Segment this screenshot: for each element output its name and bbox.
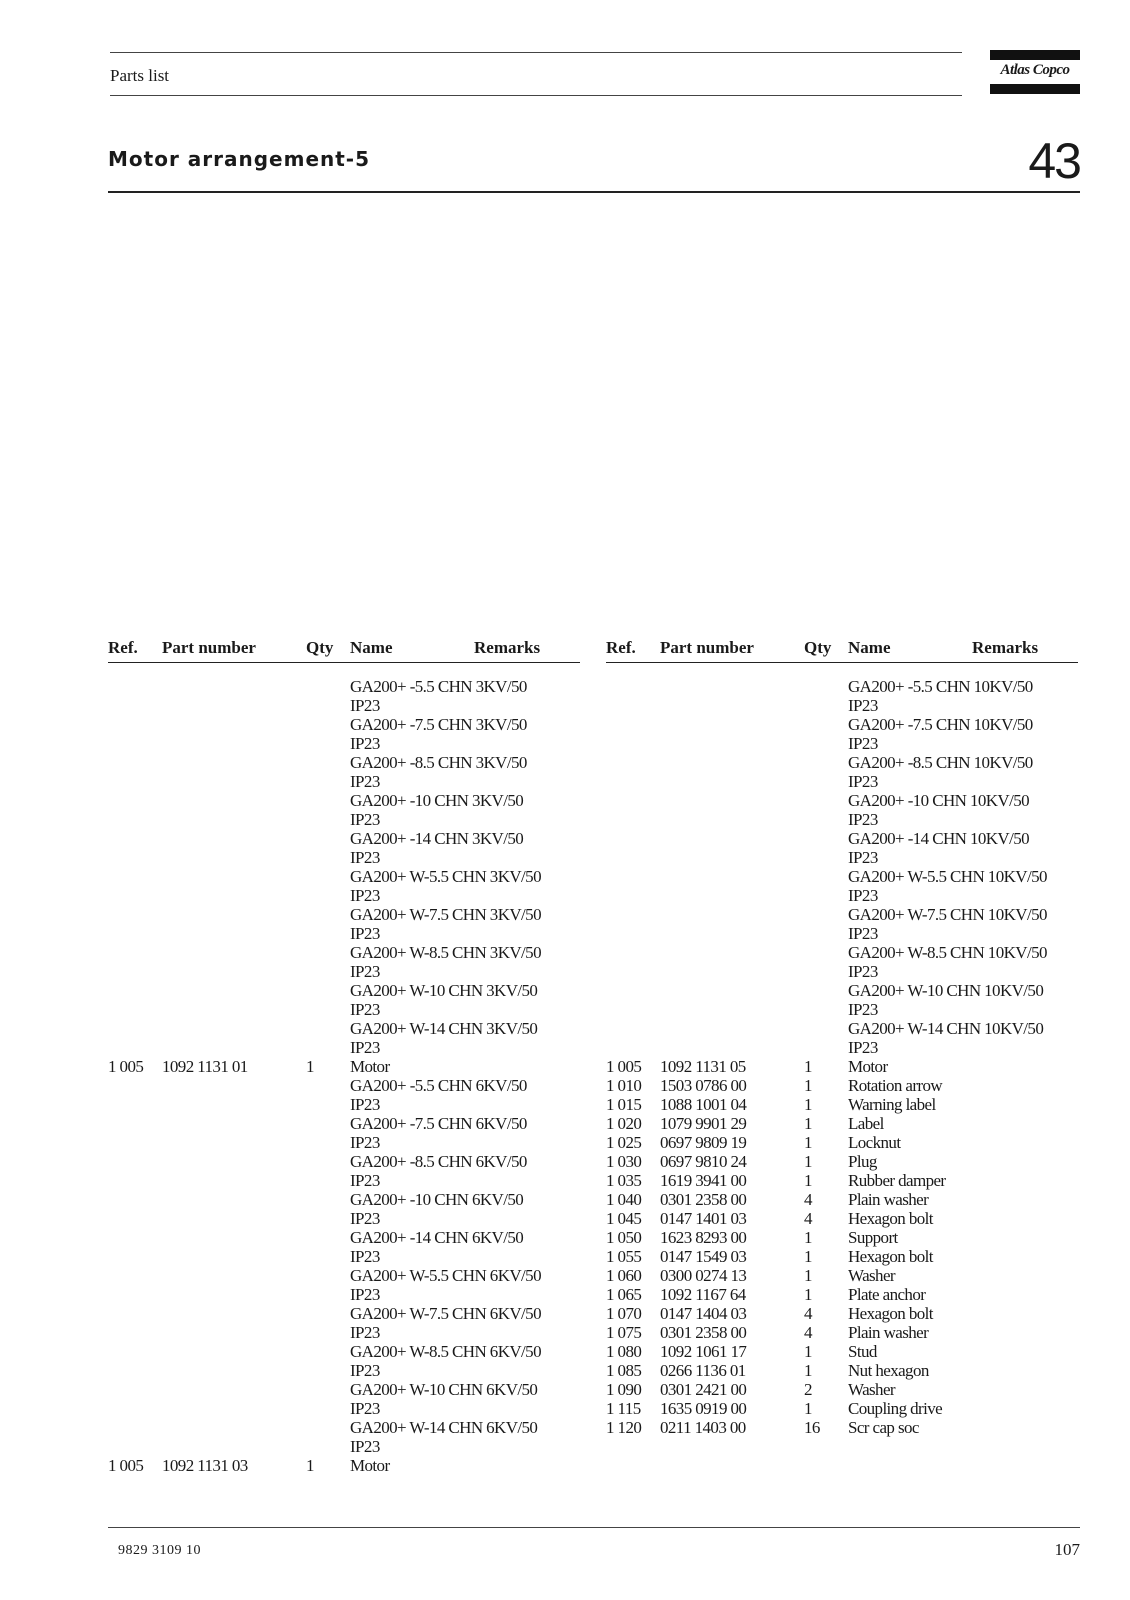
cell-name: GA200+ -7.5 CHN 3KV/50 (350, 715, 527, 734)
table-row (606, 1038, 1078, 1057)
table-row (606, 1399, 1078, 1418)
table-row (606, 1000, 1078, 1019)
table-row (108, 924, 580, 943)
cell-name: GA200+ -14 CHN 6KV/50 (350, 1228, 524, 1247)
cell-part-number: 0147 1549 03 (660, 1247, 747, 1266)
cell-name: Plug (848, 1152, 877, 1171)
cell-name: Coupling drive (848, 1399, 943, 1418)
table-row (108, 1095, 580, 1114)
cell-qty: 1 (804, 1076, 812, 1095)
cell-name: IP23 (350, 1133, 380, 1152)
cell-name: GA200+ -8.5 CHN 6KV/50 (350, 1152, 527, 1171)
cell-name: Scr cap soc (848, 1418, 919, 1437)
cell-name: GA200+ W-7.5 CHN 3KV/50 (350, 905, 541, 924)
table-row (108, 1133, 580, 1152)
cell-name: IP23 (848, 924, 878, 943)
table-row (108, 1019, 580, 1038)
cell-name: Plain washer (848, 1323, 929, 1342)
cell-name: GA200+ -5.5 CHN 6KV/50 (350, 1076, 527, 1095)
table-row (606, 772, 1078, 791)
cell-name: Warning label (848, 1095, 936, 1114)
cell-qty: 1 (804, 1285, 812, 1304)
cell-name: IP23 (350, 1361, 380, 1380)
cell-part-number: 1079 9901 29 (660, 1114, 747, 1133)
cell-name: Motor (350, 1456, 390, 1475)
cell-qty: 1 (804, 1399, 812, 1418)
cell-name: Locknut (848, 1133, 901, 1152)
cell-part-number: 1619 3941 00 (660, 1171, 747, 1190)
cell-ref: 1 080 (606, 1342, 642, 1361)
cell-name: Nut hexagon (848, 1361, 929, 1380)
table-row (606, 1076, 1078, 1095)
cell-ref: 1 005 (108, 1057, 144, 1076)
cell-qty: 1 (306, 1456, 314, 1475)
cell-name: IP23 (848, 810, 878, 829)
header-qty: Qty (306, 638, 334, 657)
cell-name: IP23 (848, 886, 878, 905)
cell-name: GA200+ W-14 CHN 3KV/50 (350, 1019, 538, 1038)
table-row (606, 1171, 1078, 1190)
cell-ref: 1 045 (606, 1209, 642, 1228)
cell-name: IP23 (350, 1437, 380, 1456)
table-row (606, 1057, 1078, 1076)
cell-part-number: 0147 1404 03 (660, 1304, 747, 1323)
parts-table-left (108, 636, 580, 1475)
cell-ref: 1 060 (606, 1266, 642, 1285)
cell-name: IP23 (350, 962, 380, 981)
cell-name: IP23 (350, 1399, 380, 1418)
cell-name: GA200+ -5.5 CHN 3KV/50 (350, 677, 527, 696)
table-row (606, 1285, 1078, 1304)
table-row (606, 1418, 1078, 1437)
table-row (108, 1247, 580, 1266)
table-row (606, 848, 1078, 867)
page-title: Motor arrangement-5 (108, 147, 371, 171)
document-number: 9829 3109 10 (118, 1543, 201, 1558)
table-row (606, 829, 1078, 848)
table-row (108, 734, 580, 753)
cell-name: GA200+ W-10 CHN 6KV/50 (350, 1380, 538, 1399)
title-rule (108, 191, 1080, 193)
cell-name: IP23 (350, 1285, 380, 1304)
table-row (606, 1361, 1078, 1380)
logo-wordmark: Atlas Copco (1000, 62, 1070, 78)
cell-qty: 1 (804, 1247, 812, 1266)
cell-name: IP23 (350, 1209, 380, 1228)
cell-name: IP23 (350, 886, 380, 905)
table-row (108, 810, 580, 829)
table-row (606, 962, 1078, 981)
cell-part-number: 0300 0274 13 (660, 1266, 747, 1285)
table-row (108, 1171, 580, 1190)
cell-name: IP23 (350, 772, 380, 791)
header-qty: Qty (804, 638, 832, 657)
cell-name: IP23 (350, 1095, 380, 1114)
table-row (606, 753, 1078, 772)
cell-ref: 1 055 (606, 1247, 642, 1266)
table-row (108, 962, 580, 981)
table-row (108, 1361, 580, 1380)
cell-ref: 1 050 (606, 1228, 642, 1247)
cell-qty: 16 (804, 1418, 820, 1437)
cell-part-number: 1092 1061 17 (660, 1342, 747, 1361)
cell-name: Motor (350, 1057, 390, 1076)
cell-name: IP23 (350, 1171, 380, 1190)
cell-part-number: 0266 1136 01 (660, 1361, 746, 1380)
cell-name: GA200+ -14 CHN 10KV/50 (848, 829, 1030, 848)
table-row (606, 924, 1078, 943)
cell-part-number: 1092 1167 64 (660, 1285, 746, 1304)
table-row (606, 1152, 1078, 1171)
cell-name: Stud (848, 1342, 877, 1361)
table-row (108, 715, 580, 734)
cell-qty: 4 (804, 1323, 812, 1342)
table-header-right (606, 636, 1078, 663)
cell-name: GA200+ W-5.5 CHN 6KV/50 (350, 1266, 541, 1285)
cell-part-number: 1092 1131 05 (660, 1057, 746, 1076)
cell-name: IP23 (350, 734, 380, 753)
cell-ref: 1 005 (606, 1057, 642, 1076)
cell-name: IP23 (350, 1323, 380, 1342)
header-name: Name (848, 638, 891, 657)
table-row (108, 1209, 580, 1228)
table-row (108, 696, 580, 715)
cell-name: GA200+ -14 CHN 3KV/50 (350, 829, 524, 848)
cell-name: GA200+ -10 CHN 6KV/50 (350, 1190, 524, 1209)
header-part-number: Part number (162, 638, 256, 657)
table-body-left (108, 677, 580, 1475)
cell-name: IP23 (350, 810, 380, 829)
cell-ref: 1 025 (606, 1133, 642, 1152)
table-row (108, 1057, 580, 1076)
table-row (108, 1399, 580, 1418)
cell-name: Rotation arrow (848, 1076, 943, 1095)
cell-name: Washer (848, 1380, 895, 1399)
table-body-right (606, 677, 1078, 1437)
table-row (606, 1323, 1078, 1342)
header-bottom-rule (110, 95, 962, 96)
table-row (606, 905, 1078, 924)
table-row (606, 1247, 1078, 1266)
table-row (108, 943, 580, 962)
cell-part-number: 0697 9809 19 (660, 1133, 747, 1152)
cell-name: Support (848, 1228, 898, 1247)
table-row (108, 848, 580, 867)
cell-name: IP23 (848, 1038, 878, 1057)
table-row (108, 1456, 580, 1475)
cell-name: IP23 (848, 696, 878, 715)
cell-qty: 1 (804, 1057, 812, 1076)
cell-qty: 4 (804, 1190, 812, 1209)
cell-name: GA200+ -10 CHN 3KV/50 (350, 791, 524, 810)
table-row (606, 791, 1078, 810)
cell-name: IP23 (848, 772, 878, 791)
table-row (606, 1228, 1078, 1247)
header-ref: Ref. (108, 638, 138, 657)
header-remarks: Remarks (474, 638, 541, 657)
cell-name: GA200+ W-7.5 CHN 6KV/50 (350, 1304, 541, 1323)
cell-part-number: 1088 1001 04 (660, 1095, 747, 1114)
cell-ref: 1 030 (606, 1152, 642, 1171)
cell-name: IP23 (350, 696, 380, 715)
cell-name: GA200+ -8.5 CHN 3KV/50 (350, 753, 527, 772)
table-row (108, 1076, 580, 1095)
table-row (108, 1323, 580, 1342)
cell-name: IP23 (350, 848, 380, 867)
cell-part-number: 0301 2421 00 (660, 1380, 747, 1399)
cell-ref: 1 115 (606, 1399, 641, 1418)
table-row (606, 1019, 1078, 1038)
cell-name: IP23 (848, 848, 878, 867)
table-row (108, 1228, 580, 1247)
table-row (108, 1304, 580, 1323)
cell-ref: 1 005 (108, 1456, 144, 1475)
header-ref: Ref. (606, 638, 636, 657)
cell-name: GA200+ -8.5 CHN 10KV/50 (848, 753, 1033, 772)
parts-table-right (606, 636, 1078, 1437)
cell-qty: 1 (804, 1095, 812, 1114)
cell-part-number: 0301 2358 00 (660, 1190, 747, 1209)
table-row (606, 810, 1078, 829)
table-row (108, 1342, 580, 1361)
cell-name: Rubber damper (848, 1171, 946, 1190)
footer-rule (108, 1527, 1080, 1528)
table-row (108, 1190, 580, 1209)
header-remarks: Remarks (972, 638, 1039, 657)
cell-ref: 1 085 (606, 1361, 642, 1380)
page-number: 107 (1054, 1540, 1080, 1559)
table-row (606, 1209, 1078, 1228)
cell-part-number: 0301 2358 00 (660, 1323, 747, 1342)
table-row (606, 981, 1078, 1000)
table-row (108, 1285, 580, 1304)
cell-qty: 4 (804, 1304, 812, 1323)
cell-qty: 1 (804, 1361, 812, 1380)
cell-qty: 1 (804, 1133, 812, 1152)
header-name: Name (350, 638, 393, 657)
table-row (108, 1418, 580, 1437)
cell-name: GA200+ -5.5 CHN 10KV/50 (848, 677, 1033, 696)
cell-name: GA200+ W-8.5 CHN 10KV/50 (848, 943, 1047, 962)
table-row (108, 772, 580, 791)
cell-name: GA200+ W-7.5 CHN 10KV/50 (848, 905, 1047, 924)
cell-name: GA200+ W-5.5 CHN 3KV/50 (350, 867, 541, 886)
table-row (606, 867, 1078, 886)
cell-name: Motor (848, 1057, 888, 1076)
table-row (108, 1114, 580, 1133)
cell-qty: 1 (804, 1266, 812, 1285)
table-row (108, 1038, 580, 1057)
table-row (108, 981, 580, 1000)
cell-ref: 1 090 (606, 1380, 642, 1399)
table-row (108, 1152, 580, 1171)
cell-name: GA200+ -10 CHN 10KV/50 (848, 791, 1030, 810)
cell-part-number: 1635 0919 00 (660, 1399, 747, 1418)
cell-ref: 1 120 (606, 1418, 642, 1437)
cell-qty: 1 (804, 1171, 812, 1190)
cell-name: IP23 (848, 734, 878, 753)
table-row (108, 905, 580, 924)
cell-name: GA200+ W-10 CHN 3KV/50 (350, 981, 538, 1000)
cell-name: IP23 (350, 1038, 380, 1057)
cell-part-number: 1092 1131 01 (162, 1057, 248, 1076)
cell-qty: 4 (804, 1209, 812, 1228)
table-row (606, 1114, 1078, 1133)
table-row (606, 696, 1078, 715)
cell-qty: 1 (306, 1057, 314, 1076)
table-row (108, 677, 580, 696)
cell-ref: 1 020 (606, 1114, 642, 1133)
cell-ref: 1 040 (606, 1190, 642, 1209)
table-row (108, 1266, 580, 1285)
cell-name: Plain washer (848, 1190, 929, 1209)
table-row (606, 1095, 1078, 1114)
cell-part-number: 1092 1131 03 (162, 1456, 248, 1475)
table-row (108, 1000, 580, 1019)
logo-bottom-bar (990, 84, 1080, 94)
cell-name: Hexagon bolt (848, 1209, 933, 1228)
table-row (606, 715, 1078, 734)
header-part-number: Part number (660, 638, 754, 657)
section-label: Parts list (110, 66, 170, 85)
logo-top-bar (990, 50, 1080, 60)
table-row (108, 829, 580, 848)
table-row (606, 886, 1078, 905)
table-row (108, 753, 580, 772)
table-row (108, 1437, 580, 1456)
cell-part-number: 1503 0786 00 (660, 1076, 747, 1095)
cell-part-number: 0211 1403 00 (660, 1418, 746, 1437)
cell-part-number: 0697 9810 24 (660, 1152, 747, 1171)
table-row (606, 734, 1078, 753)
chapter-number: 43 (1028, 133, 1080, 189)
cell-part-number: 0147 1401 03 (660, 1209, 747, 1228)
table-row (606, 1342, 1078, 1361)
table-row (606, 1266, 1078, 1285)
cell-name: GA200+ W-10 CHN 10KV/50 (848, 981, 1044, 1000)
table-row (606, 1133, 1078, 1152)
cell-ref: 1 070 (606, 1304, 642, 1323)
table-row (108, 867, 580, 886)
table-row (606, 1190, 1078, 1209)
cell-qty: 2 (804, 1380, 812, 1399)
table-row (606, 1304, 1078, 1323)
cell-ref: 1 015 (606, 1095, 642, 1114)
cell-ref: 1 010 (606, 1076, 642, 1095)
cell-name: GA200+ -7.5 CHN 10KV/50 (848, 715, 1033, 734)
cell-name: Label (848, 1114, 884, 1133)
cell-qty: 1 (804, 1152, 812, 1171)
atlas-copco-logo (990, 50, 1080, 94)
cell-name: Plate anchor (848, 1285, 926, 1304)
table-row (108, 886, 580, 905)
cell-name: IP23 (350, 1247, 380, 1266)
table-header-left (108, 636, 580, 663)
cell-ref: 1 075 (606, 1323, 642, 1342)
cell-name: GA200+ W-8.5 CHN 3KV/50 (350, 943, 541, 962)
cell-name: IP23 (350, 1000, 380, 1019)
cell-qty: 1 (804, 1228, 812, 1247)
cell-name: Washer (848, 1266, 895, 1285)
table-row (108, 791, 580, 810)
cell-name: Hexagon bolt (848, 1304, 933, 1323)
cell-name: IP23 (848, 962, 878, 981)
table-row (108, 1380, 580, 1399)
header-top-rule (110, 52, 962, 53)
table-row (606, 677, 1078, 696)
cell-ref: 1 065 (606, 1285, 642, 1304)
table-row (606, 1380, 1078, 1399)
cell-name: IP23 (848, 1000, 878, 1019)
cell-qty: 1 (804, 1342, 812, 1361)
cell-name: GA200+ W-8.5 CHN 6KV/50 (350, 1342, 541, 1361)
table-row (606, 943, 1078, 962)
cell-name: GA200+ -7.5 CHN 6KV/50 (350, 1114, 527, 1133)
cell-name: Hexagon bolt (848, 1247, 933, 1266)
cell-qty: 1 (804, 1114, 812, 1133)
cell-part-number: 1623 8293 00 (660, 1228, 747, 1247)
cell-name: GA200+ W-14 CHN 10KV/50 (848, 1019, 1044, 1038)
cell-name: IP23 (350, 924, 380, 943)
cell-name: GA200+ W-5.5 CHN 10KV/50 (848, 867, 1047, 886)
cell-name: GA200+ W-14 CHN 6KV/50 (350, 1418, 538, 1437)
cell-ref: 1 035 (606, 1171, 642, 1190)
